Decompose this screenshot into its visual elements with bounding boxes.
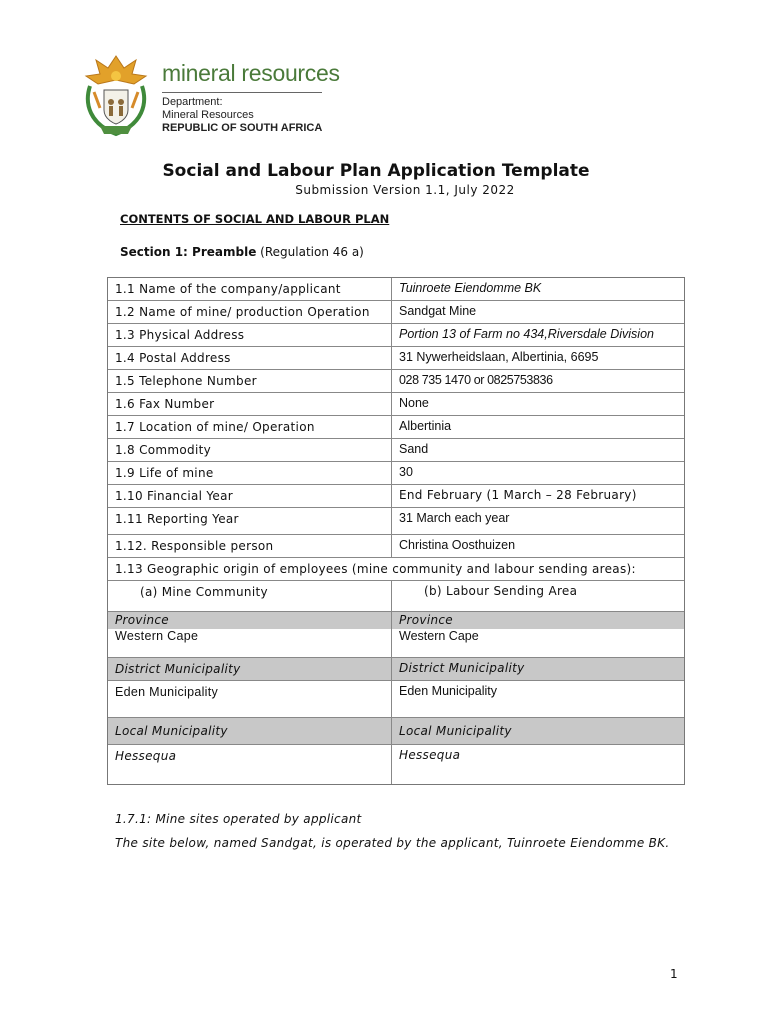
row-label: 1.4 Postal Address — [108, 347, 392, 369]
row-value: Sandgat Mine — [399, 304, 477, 318]
local-label: Local Municipality — [399, 724, 512, 738]
table-row — [108, 278, 684, 301]
row-value: 028 735 1470 or 0825753836 — [399, 373, 553, 387]
row-label: 1.7 Location of mine/ Operation — [108, 416, 392, 438]
department-label: Department: — [162, 96, 223, 108]
row-label: 1.1 Name of the company/applicant — [108, 278, 392, 300]
country-name: REPUBLIC OF SOUTH AFRICA — [162, 122, 323, 134]
table-row — [108, 745, 684, 784]
district-value: Eden Municipality — [399, 684, 497, 698]
local-value: Hessequa — [108, 745, 392, 784]
row-value: End February (1 March – 28 February) — [399, 488, 637, 502]
row-value: Sand — [399, 442, 429, 456]
page-number: 1 — [670, 967, 678, 981]
table-row — [108, 347, 684, 370]
subsection-heading: 1.7.1: Mine sites operated by applicant — [115, 812, 362, 826]
section-heading — [120, 245, 364, 259]
contents-heading: CONTENTS OF SOCIAL AND LABOUR PLAN — [120, 212, 390, 226]
preamble-table — [107, 277, 685, 785]
coat-of-arms-icon — [80, 52, 152, 138]
row-label: 1.9 Life of mine — [108, 462, 392, 484]
department-logo — [80, 52, 340, 142]
table-row — [108, 416, 684, 439]
row-label: 1.3 Physical Address — [108, 324, 392, 346]
local-value: Hessequa — [399, 748, 461, 762]
table-row — [108, 324, 684, 347]
subsection-paragraph: The site below, named Sandgat, is operated by the applicant, Tuinroete Eiendomme BK. — [115, 836, 670, 850]
department-name: Mineral Resources — [162, 109, 254, 121]
row-label: 1.8 Commodity — [108, 439, 392, 461]
row-label: 1.11 Reporting Year — [108, 508, 392, 534]
district-label: District Municipality — [399, 661, 525, 675]
table-row — [108, 612, 684, 658]
table-row — [108, 718, 684, 745]
table-row — [108, 462, 684, 485]
table-row — [108, 485, 684, 508]
row-label: 1.5 Telephone Number — [108, 370, 392, 392]
district-label: District Municipality — [108, 658, 392, 680]
row-value: Portion 13 of Farm no 434,Riversdale Division — [399, 327, 654, 341]
row-value: Christina Oosthuizen — [399, 538, 516, 552]
row-value: 31 March each year — [399, 511, 510, 525]
province-label: Province — [392, 612, 684, 629]
table-row — [108, 301, 684, 324]
table-row — [108, 439, 684, 462]
labour-sending-header: (b) Labour Sending Area — [424, 584, 578, 598]
province-cell-a — [108, 612, 392, 657]
local-label: Local Municipality — [108, 718, 392, 744]
row-label: 1.10 Financial Year — [108, 485, 392, 507]
table-row — [108, 370, 684, 393]
row-label: 1.2 Name of mine/ production Operation — [108, 301, 392, 323]
table-row — [108, 508, 684, 535]
table-row — [108, 581, 684, 612]
province-cell-b — [392, 612, 684, 657]
section-title: Section 1: Preamble — [120, 245, 257, 259]
table-row — [108, 658, 684, 681]
row-value: Tuinroete Eiendomme BK — [399, 281, 542, 295]
document-title: Social and Labour Plan Application Template — [162, 161, 590, 181]
section-regulation: (Regulation 46 a) — [260, 245, 364, 259]
row-label: 1.12. Responsible person — [108, 535, 392, 557]
geo-origin-heading: 1.13 Geographic origin of employees (mine community and labour sending areas): — [115, 562, 636, 576]
brand-title: mineral resources — [162, 60, 340, 86]
mine-community-header: (a) Mine Community — [108, 581, 392, 611]
province-value: Western Cape — [399, 629, 479, 643]
row-value: None — [399, 396, 429, 410]
table-row — [108, 535, 684, 558]
row-label: 1.6 Fax Number — [108, 393, 392, 415]
table-row — [108, 393, 684, 416]
province-label: Province — [108, 612, 391, 629]
table-row — [108, 558, 684, 581]
row-value: 30 — [399, 465, 413, 479]
table-row — [108, 681, 684, 718]
province-value: Western Cape — [115, 629, 199, 643]
row-value: Albertinia — [399, 419, 452, 433]
brand-divider — [162, 92, 322, 93]
document-subtitle: Submission Version 1.1, July 2022 — [295, 183, 515, 197]
district-value: Eden Municipality — [108, 681, 392, 717]
row-value: 31 Nywerheidslaan, Albertinia, 6695 — [399, 350, 599, 364]
